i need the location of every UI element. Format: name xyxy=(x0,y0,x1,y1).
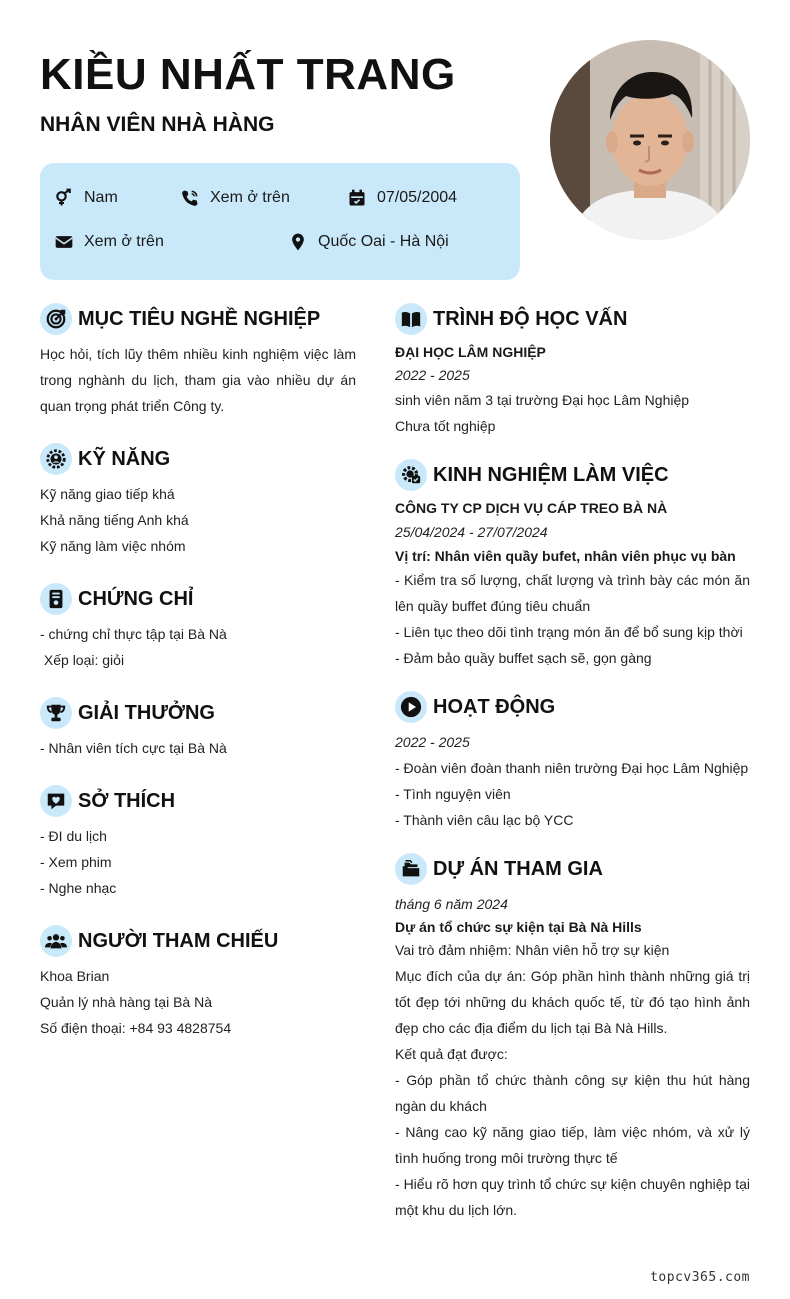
job-title: NHÂN VIÊN NHÀ HÀNG xyxy=(40,113,275,136)
awards-title: GIẢI THƯỞNG xyxy=(78,701,215,724)
career-goal-title: MỤC TIÊU NGHỀ NGHIỆP xyxy=(78,307,321,330)
project-line: - Nâng cao kỹ năng giao tiếp, làm việc nhóm, và xử lý tình huống trong môi trường thực tế xyxy=(395,1124,750,1166)
project-line: Kết quả đạt được: xyxy=(395,1046,508,1062)
awards-section xyxy=(40,697,356,761)
project-line: Vai trò đảm nhiệm: Nhân viên hỗ trợ sự kiện xyxy=(395,942,670,958)
projects-section xyxy=(395,853,750,1223)
company-name: CÔNG TY CP DỊCH VỤ CÁP TREO BÀ NÀ xyxy=(395,500,668,516)
target-icon xyxy=(45,308,67,330)
footer-brand: topcv365.com xyxy=(650,1270,750,1285)
references-section xyxy=(40,925,356,1041)
skill-item: Kỹ năng giao tiếp khá xyxy=(40,486,175,502)
activity-item: - Đoàn viên đoàn thanh niên trường Đại học Lâm Nghiệp xyxy=(395,760,749,776)
phone-icon xyxy=(180,188,200,208)
hobby-item: - Nghe nhạc xyxy=(40,880,117,896)
certificate-icon xyxy=(45,588,67,610)
avatar xyxy=(550,40,750,240)
reference-item: Quản lý nhà hàng tại Bà Nà xyxy=(40,994,213,1010)
education-line: sinh viên năm 3 tại trường Đại học Lâm Nghiệp xyxy=(395,392,690,408)
hobby-item: - Xem phim xyxy=(40,854,112,870)
certificates-title: CHỨNG CHỈ xyxy=(78,587,194,610)
project-name: Dự án tổ chức sự kiện tại Bà Nà Hills xyxy=(395,919,642,935)
left-column xyxy=(40,303,356,1041)
certificate-item: - chứng chỉ thực tập tại Bà Nà xyxy=(40,626,227,642)
gender-value: Nam xyxy=(84,189,118,206)
contact-gender xyxy=(54,188,118,208)
gear-person-icon xyxy=(45,448,67,470)
certificates-section xyxy=(40,583,356,673)
play-icon xyxy=(400,696,422,718)
experience-title: KINH NGHIỆM LÀM VIỆC xyxy=(433,463,669,486)
trophy-icon xyxy=(45,702,67,724)
experience-section xyxy=(395,459,750,671)
birthday-value: 07/05/2004 xyxy=(377,189,458,206)
email-value: Xem ở trên xyxy=(84,233,164,250)
activities-section xyxy=(395,691,750,833)
people-icon xyxy=(45,930,67,952)
folder-icon xyxy=(400,858,422,880)
education-section xyxy=(395,303,750,439)
education-period: 2022 - 2025 xyxy=(395,367,470,383)
location-pin-icon xyxy=(288,232,308,252)
reference-item: Số điện thoại: +84 93 4828754 xyxy=(40,1020,232,1036)
hobbies-title: SỞ THÍCH xyxy=(78,789,176,812)
references-title: NGƯỜI THAM CHIẾU xyxy=(78,929,279,952)
project-line: - Hiểu rõ hơn quy trình tổ chức sự kiện chuyên nghiệp tại một khu du lịch lớn. xyxy=(395,1176,750,1218)
career-goal-section xyxy=(40,303,356,419)
certificate-item: Xếp loại: giỏi xyxy=(40,652,125,668)
education-title: TRÌNH ĐỘ HỌC VẤN xyxy=(433,307,628,330)
contact-address xyxy=(288,232,449,252)
contact-box xyxy=(40,163,520,280)
experience-position: Vị trí: Nhân viên quầy bufet, nhân viên phục vụ bàn xyxy=(395,548,736,564)
reference-item: Khoa Brian xyxy=(40,968,110,984)
candidate-name: KIỀU NHẤT TRANG xyxy=(40,50,456,99)
project-line: Mục đích của dự án: Góp phần hình thành những giá trị tốt đẹp tới những du khách quốc tế, từ đó tạo hình ảnh đẹp cho các địa điểm du lịch tại Bà Nà Hills. xyxy=(395,968,750,1036)
contact-email[interactable] xyxy=(54,232,164,252)
address-value: Quốc Oai - Hà Nội xyxy=(318,233,449,250)
school-name: ĐẠI HỌC LÂM NGHIỆP xyxy=(395,344,546,360)
skills-title: KỸ NĂNG xyxy=(78,447,171,470)
skill-item: Kỹ năng làm việc nhóm xyxy=(40,538,186,554)
project-period: tháng 6 năm 2024 xyxy=(395,896,508,912)
experience-duty: - Liên tục theo dõi tình trạng món ăn để bổ sung kịp thời xyxy=(395,624,743,640)
skills-section xyxy=(40,443,356,559)
hobby-item: - ĐI du lịch xyxy=(40,828,107,844)
hobbies-section xyxy=(40,785,356,901)
activity-item: - Tình nguyện viên xyxy=(395,786,511,802)
book-icon xyxy=(400,308,422,330)
experience-duty: - Đảm bảo quầy buffet sạch sẽ, gọn gàng xyxy=(395,650,652,666)
project-line: - Góp phần tổ chức thành công sự kiện thu hút hàng ngàn du khách xyxy=(395,1072,750,1114)
activities-period: 2022 - 2025 xyxy=(395,734,470,750)
right-column xyxy=(395,303,750,1223)
contact-phone[interactable] xyxy=(180,188,290,208)
skill-item: Khả năng tiếng Anh khá xyxy=(40,512,189,528)
heart-chat-icon xyxy=(45,790,67,812)
activities-title: HOẠT ĐỘNG xyxy=(433,695,556,718)
phone-value: Xem ở trên xyxy=(210,189,290,206)
activity-item: - Thành viên câu lạc bộ YCC xyxy=(395,812,574,828)
experience-duty: - Kiểm tra số lượng, chất lượng và trình bày các món ăn lên quầy buffet đúng tiêu chuẩn xyxy=(395,572,750,614)
gender-icon xyxy=(54,188,74,208)
experience-period: 25/04/2024 - 27/07/2024 xyxy=(395,524,548,540)
gear-check-icon xyxy=(400,464,422,486)
award-item: - Nhân viên tích cực tại Bà Nà xyxy=(40,740,227,756)
career-goal-text: Học hỏi, tích lũy thêm nhiều kinh nghiệm việc làm trong nghành du lịch, tham gia vào nhiều dự án quan trọng phát triển Công ty. xyxy=(40,346,356,414)
education-line: Chưa tốt nghiệp xyxy=(395,418,496,434)
calendar-icon xyxy=(347,188,367,208)
contact-birthday xyxy=(347,188,457,208)
email-icon xyxy=(54,232,74,252)
projects-title: DỰ ÁN THAM GIA xyxy=(433,857,603,880)
